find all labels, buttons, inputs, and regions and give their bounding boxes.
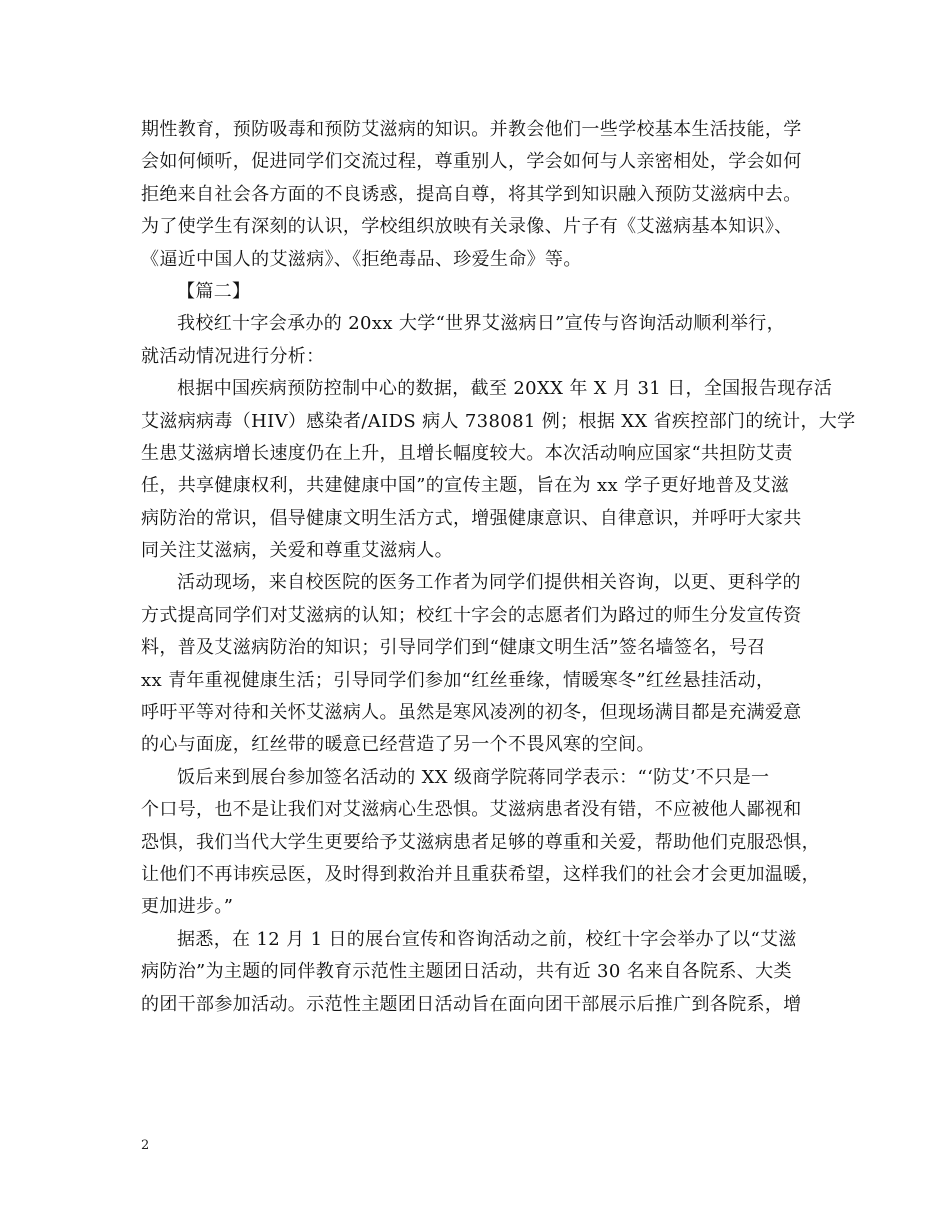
paragraph-line: 《逼近中国人的艾滋病》、《拒绝毒品、珍爱生命》等。: [141, 248, 582, 270]
paragraph-line: 个口号，也不是让我们对艾滋病心生恐惧。艾滋病患者没有错，不应被他人鄙视和: [141, 799, 802, 821]
page-number: 2: [141, 1138, 150, 1153]
paragraph-line: xx 青年重视健康生活；引导同学们参加“红丝垂缘，情暖寒冬”红丝悬挂活动，: [141, 669, 775, 691]
paragraph-line: 呼吁平等对待和关怀艾滋病人。虽然是寒风凌冽的初冬，但现场满目都是充满爱意: [141, 702, 802, 724]
paragraph-line: 活动现场，来自校医院的医务工作者为同学们提供相关咨询，以更、更科学的: [177, 572, 801, 594]
paragraph-line: 据悉，在 12 月 1 日的展台宣传和咨询活动之前，校红十字会举办了以“艾滋: [177, 928, 797, 950]
document-body: [141, 114, 856, 1021]
paragraph-line: 病防治的常识，倡导健康文明生活方式，增强健康意识、自律意识，并呼吁大家共: [141, 507, 802, 529]
paragraph-line: 任，共享健康权利，共建健康中国”的宣传主题，旨在为 xx 学子更好地普及艾滋: [141, 475, 790, 497]
paragraph-line: 恐惧，我们当代大学生更要给予艾滋病患者足够的尊重和关爱，帮助他们克服恐惧，: [141, 831, 820, 853]
paragraph-line: 的心与面庞，红丝带的暖意已经营造了另一个不畏风寒的空间。: [141, 734, 655, 756]
paragraph-line: 生患艾滋病增长速度仍在上升，且增长幅度较大。本次活动响应国家“共担防艾责: [141, 442, 793, 464]
paragraph-line: 更加进步。”: [141, 896, 234, 918]
paragraph-line: 同关注艾滋病，关爱和尊重艾滋病人。: [141, 540, 453, 562]
paragraph-line: 艾滋病病毒（HIV）感染者/AIDS 病人 738081 例；根据 XX 省疾控部门的统计，大学: [141, 410, 856, 432]
paragraph-line: 饭后来到展台参加签名活动的 XX 级商学院蒋同学表示：“‘防艾’不只是一: [177, 766, 770, 788]
paragraph-line: 料，普及艾滋病防治的知识；引导同学们到“健康文明生活”签名墙签名，号召: [141, 637, 766, 659]
paragraph-line: 让他们不再讳疾忌医，及时得到救治并且重获希望，这样我们的社会才会更加温暖，: [141, 863, 820, 885]
paragraph-line: 会如何倾听，促进同学们交流过程，尊重别人，学会如何与人亲密相处，学会如何: [141, 151, 802, 173]
paragraph-line: 根据中国疾病预防控制中心的数据，截至 20XX 年 X 月 31 日，全国报告现存活: [177, 378, 833, 400]
paragraph-line: 的团干部参加活动。示范性主题团日活动旨在面向团干部展示后推广到各院系，增: [141, 993, 802, 1015]
paragraph-line: 为了使学生有深刻的认识，学校组织放映有关录像、片子有《艾滋病基本知识》、: [141, 216, 793, 238]
paragraph-line: 我校红十字会承办的 20xx 大学“世界艾滋病日”宣传与咨询活动顺利举行，: [177, 313, 786, 335]
section-heading: 【篇二】: [177, 280, 251, 302]
paragraph-line: 方式提高同学们对艾滋病的认知；校红十字会的志愿者们为路过的师生分发宣传资: [141, 604, 802, 626]
paragraph-line: 期性教育，预防吸毒和预防艾滋病的知识。并教会他们一些学校基本生活技能，学: [141, 119, 802, 140]
paragraph-line: 病防治”为主题的同伴教育示范性主题团日活动，共有近 30 名来自各院系、大类: [141, 961, 792, 983]
paragraph-line: 拒绝来自社会各方面的不良诱惑，提高自尊，将其学到知识融入预防艾滋病中去。: [141, 183, 802, 205]
paragraph-line: 就活动情况进行分析：: [141, 345, 325, 367]
